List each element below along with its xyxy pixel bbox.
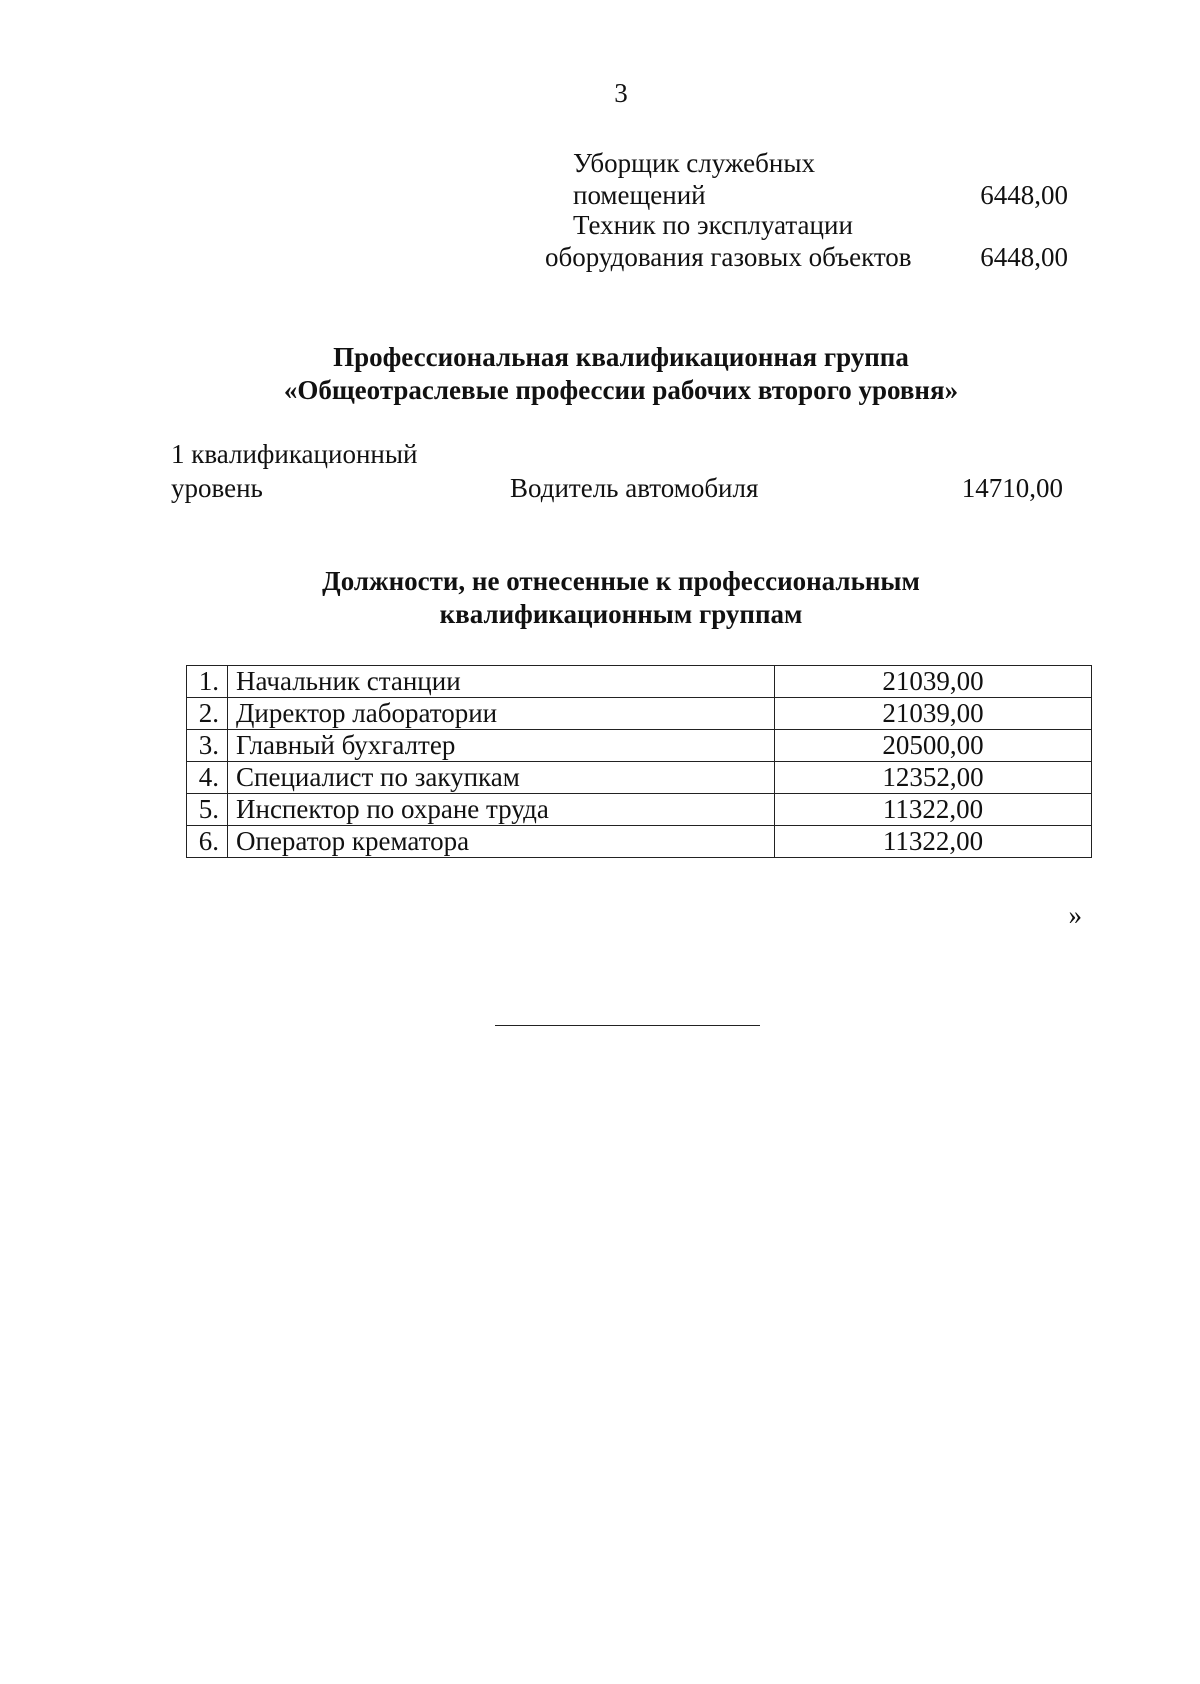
salary-value: 21039,00 xyxy=(775,698,1092,730)
positions-table xyxy=(186,665,1092,858)
position-title: Инспектор по охране труда xyxy=(228,794,775,826)
table-row xyxy=(187,826,1092,858)
row-number: 3. xyxy=(187,730,228,762)
position-title: Главный бухгалтер xyxy=(228,730,775,762)
table-row xyxy=(187,730,1092,762)
position-title: Начальник станции xyxy=(228,666,775,698)
page-number: 3 xyxy=(614,78,628,108)
position-title: Водитель автомобиля xyxy=(510,473,759,503)
position-title: Оператор крематора xyxy=(228,826,775,858)
row-number: 2. xyxy=(187,698,228,730)
closing-quote: » xyxy=(1068,900,1082,930)
table-row xyxy=(187,698,1092,730)
table-row xyxy=(187,762,1092,794)
salary-value: 6448,00 xyxy=(980,242,1068,272)
row-number: 6. xyxy=(187,826,228,858)
section-heading: квалификационным группам xyxy=(439,599,803,629)
position-title: Директор лаборатории xyxy=(228,698,775,730)
position-title-line: Техник по эксплуатации xyxy=(573,210,853,240)
row-number: 4. xyxy=(187,762,228,794)
salary-value: 11322,00 xyxy=(775,826,1092,858)
salary-value: 14710,00 xyxy=(961,473,1063,503)
qualification-level-label: уровень xyxy=(171,473,263,503)
group-heading: «Общеотраслевые профессии рабочих второго уровня» xyxy=(283,375,959,405)
row-number: 5. xyxy=(187,794,228,826)
salary-value: 20500,00 xyxy=(775,730,1092,762)
salary-value: 21039,00 xyxy=(775,666,1092,698)
end-rule-divider xyxy=(495,1025,760,1026)
position-title-line: помещений xyxy=(573,180,706,210)
row-number: 1. xyxy=(187,666,228,698)
qualification-level-label: 1 квалификационный xyxy=(171,439,418,469)
section-heading: Должности, не отнесенные к профессиональным xyxy=(322,566,920,596)
salary-value: 11322,00 xyxy=(775,794,1092,826)
position-title-line: Уборщик служебных xyxy=(573,148,815,178)
table-row xyxy=(187,666,1092,698)
salary-value: 12352,00 xyxy=(775,762,1092,794)
position-title: Специалист по закупкам xyxy=(228,762,775,794)
position-title-line: оборудования газовых объектов xyxy=(545,242,912,272)
group-heading: Профессиональная квалификационная группа xyxy=(333,342,909,372)
salary-value: 6448,00 xyxy=(980,180,1068,210)
table-row xyxy=(187,794,1092,826)
